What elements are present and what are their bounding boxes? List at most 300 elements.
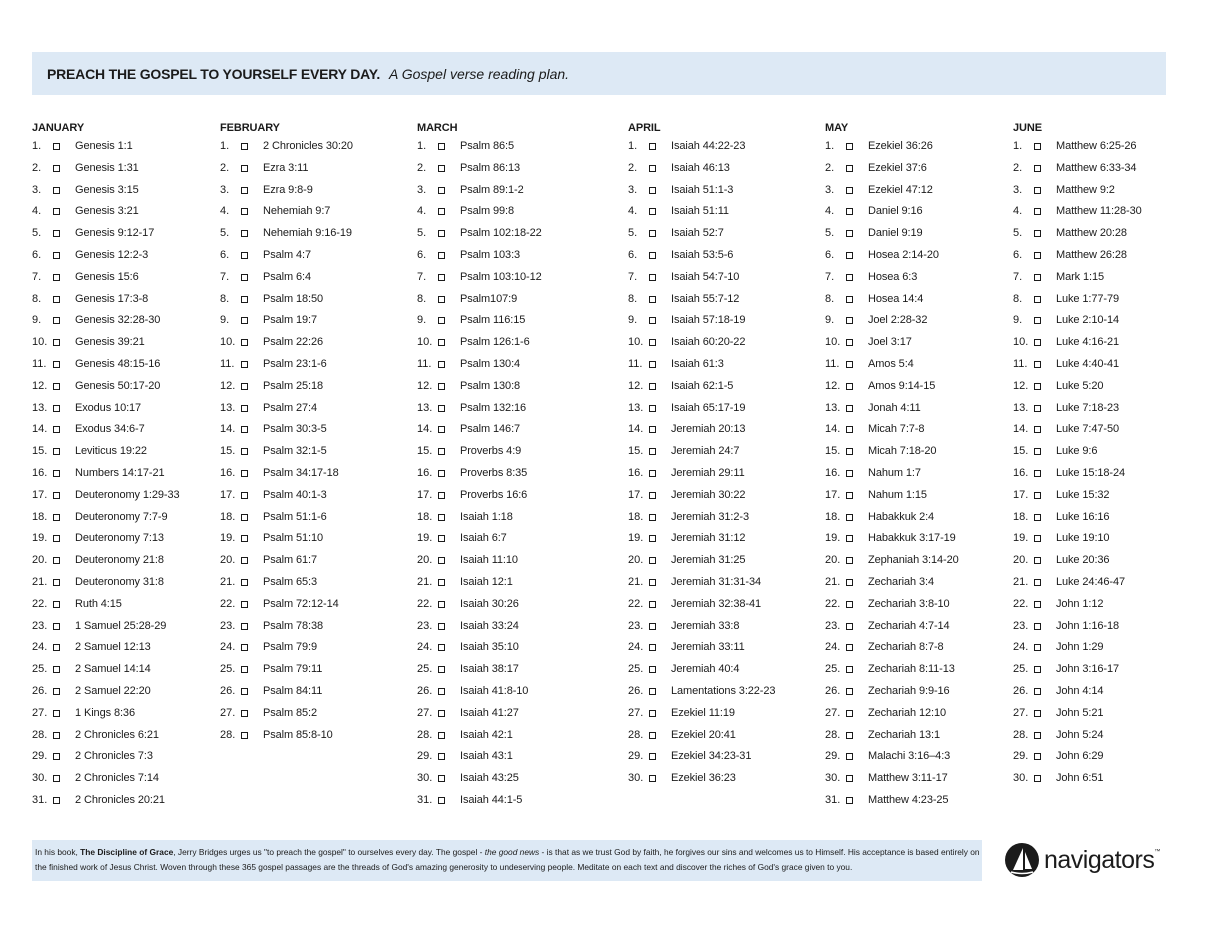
day-number: 24. xyxy=(825,641,841,654)
checkbox[interactable] xyxy=(241,274,248,281)
day-number: 22. xyxy=(417,597,433,610)
day-number: 26. xyxy=(628,684,644,697)
checkbox[interactable] xyxy=(649,579,656,586)
checkbox[interactable] xyxy=(846,426,853,433)
verse-reference: Luke 5:20 xyxy=(1056,379,1104,392)
checkbox[interactable] xyxy=(53,296,60,303)
checkbox[interactable] xyxy=(241,666,248,673)
verse-reference: Isaiah 38:17 xyxy=(460,663,519,676)
reading-entry xyxy=(825,441,937,463)
verse-reference: Psalm 65:3 xyxy=(263,575,318,588)
checkbox[interactable] xyxy=(53,601,60,608)
verse-reference: 2 Samuel 12:13 xyxy=(75,641,151,654)
day-number: 23. xyxy=(32,619,48,632)
verse-reference: Jeremiah 33:8 xyxy=(671,619,740,632)
verse-reference: Nehemiah 9:16-19 xyxy=(263,227,352,240)
day-number: 7. xyxy=(1013,270,1023,283)
checkbox[interactable] xyxy=(846,339,853,346)
checkbox[interactable] xyxy=(438,666,445,673)
checkbox[interactable] xyxy=(1034,405,1041,412)
checkbox[interactable] xyxy=(438,732,445,739)
checkbox[interactable] xyxy=(438,361,445,368)
verse-reference: Zechariah 3:8-10 xyxy=(868,597,950,610)
checkbox[interactable] xyxy=(438,317,445,324)
checkbox[interactable] xyxy=(1034,165,1041,172)
day-number: 14. xyxy=(220,423,236,436)
reading-entry xyxy=(1013,637,1104,659)
checkbox[interactable] xyxy=(649,492,656,499)
checkbox[interactable] xyxy=(649,252,656,259)
checkbox[interactable] xyxy=(649,557,656,564)
reading-entry xyxy=(220,201,331,223)
reading-entry xyxy=(825,332,912,354)
reading-entry xyxy=(417,768,519,790)
checkbox[interactable] xyxy=(438,797,445,804)
checkbox[interactable] xyxy=(649,426,656,433)
day-number: 30. xyxy=(1013,772,1029,785)
day-number: 5. xyxy=(825,227,835,240)
day-number: 20. xyxy=(825,554,841,567)
checkbox[interactable] xyxy=(438,252,445,259)
reading-entry xyxy=(1013,310,1120,332)
verse-reference: Luke 20:36 xyxy=(1056,554,1110,567)
checkbox[interactable] xyxy=(846,383,853,390)
checkbox[interactable] xyxy=(438,579,445,586)
checkbox[interactable] xyxy=(1034,252,1041,259)
checkbox[interactable] xyxy=(241,601,248,608)
checkbox[interactable] xyxy=(53,426,60,433)
checkbox[interactable] xyxy=(241,383,248,390)
reading-entry xyxy=(417,267,542,289)
day-number: 9. xyxy=(628,314,638,327)
verse-reference: Isaiah 57:18-19 xyxy=(671,314,746,327)
checkbox[interactable] xyxy=(53,470,60,477)
checkbox[interactable] xyxy=(438,143,445,150)
checkbox[interactable] xyxy=(649,296,656,303)
checkbox[interactable] xyxy=(438,644,445,651)
checkbox[interactable] xyxy=(241,470,248,477)
checkbox[interactable] xyxy=(53,666,60,673)
checkbox[interactable] xyxy=(846,557,853,564)
checkbox[interactable] xyxy=(846,165,853,172)
checkbox[interactable] xyxy=(649,361,656,368)
checkbox[interactable] xyxy=(53,405,60,412)
verse-reference: Matthew 9:2 xyxy=(1056,183,1115,196)
checkbox[interactable] xyxy=(53,448,60,455)
checkbox[interactable] xyxy=(241,514,248,521)
verse-reference: Numbers 14:17-21 xyxy=(75,466,165,479)
reading-entry xyxy=(32,768,159,790)
day-number: 29. xyxy=(825,750,841,763)
checkbox[interactable] xyxy=(649,230,656,237)
checkbox[interactable] xyxy=(649,644,656,651)
checkbox[interactable] xyxy=(438,688,445,695)
checkbox[interactable] xyxy=(846,143,853,150)
checkbox[interactable] xyxy=(1034,448,1041,455)
checkbox[interactable] xyxy=(438,514,445,521)
checkbox[interactable] xyxy=(846,623,853,630)
checkbox[interactable] xyxy=(53,208,60,215)
reading-entry xyxy=(1013,485,1110,507)
checkbox[interactable] xyxy=(53,361,60,368)
verse-reference: Isaiah 1:18 xyxy=(460,510,513,523)
checkbox[interactable] xyxy=(649,623,656,630)
checkbox[interactable] xyxy=(53,688,60,695)
day-number: 23. xyxy=(417,619,433,632)
checkbox[interactable] xyxy=(1034,143,1041,150)
day-number: 21. xyxy=(825,575,841,588)
checkbox[interactable] xyxy=(241,143,248,150)
day-number: 2. xyxy=(628,161,638,174)
checkbox[interactable] xyxy=(53,535,60,542)
reading-entry xyxy=(1013,616,1120,638)
checkbox[interactable] xyxy=(649,775,656,782)
reading-entry xyxy=(417,310,526,332)
reading-entry xyxy=(417,594,519,616)
verse-reference: Proverbs 4:9 xyxy=(460,445,522,458)
checkbox[interactable] xyxy=(846,230,853,237)
checkbox[interactable] xyxy=(438,601,445,608)
checkbox[interactable] xyxy=(1034,514,1041,521)
checkbox[interactable] xyxy=(1034,339,1041,346)
verse-reference: Psalm 126:1-6 xyxy=(460,336,530,349)
verse-reference: Psalm 130:8 xyxy=(460,379,521,392)
checkbox[interactable] xyxy=(1034,775,1041,782)
checkbox[interactable] xyxy=(846,710,853,717)
checkbox[interactable] xyxy=(438,208,445,215)
checkbox[interactable] xyxy=(438,710,445,717)
reading-entry xyxy=(1013,201,1142,223)
reading-entry xyxy=(32,354,161,376)
verse-reference: Micah 7:7-8 xyxy=(868,423,925,436)
day-number: 9. xyxy=(825,314,835,327)
day-number: 4. xyxy=(628,205,638,218)
checkbox[interactable] xyxy=(241,579,248,586)
reading-entry xyxy=(32,267,139,289)
checkbox[interactable] xyxy=(438,274,445,281)
reading-entry xyxy=(628,746,752,768)
footer-book-title: The Discipline of Grace xyxy=(80,847,174,857)
day-number: 5. xyxy=(32,227,42,240)
checkbox[interactable] xyxy=(1034,535,1041,542)
checkbox[interactable] xyxy=(241,623,248,630)
reading-entry xyxy=(1013,158,1137,180)
verse-reference: Matthew 11:28-30 xyxy=(1056,205,1142,218)
footer-text-1: In his book, xyxy=(35,847,81,857)
checkbox[interactable] xyxy=(53,317,60,324)
reading-entry xyxy=(1013,746,1104,768)
day-number: 27. xyxy=(825,706,841,719)
checkbox[interactable] xyxy=(846,470,853,477)
month-column-june xyxy=(1013,120,1142,790)
checkbox[interactable] xyxy=(846,448,853,455)
checkbox[interactable] xyxy=(1034,317,1041,324)
reading-entry xyxy=(220,223,352,245)
checkbox[interactable] xyxy=(649,208,656,215)
checkbox[interactable] xyxy=(649,710,656,717)
checkbox[interactable] xyxy=(1034,361,1041,368)
checkbox[interactable] xyxy=(846,666,853,673)
checkbox[interactable] xyxy=(241,208,248,215)
checkbox[interactable] xyxy=(241,165,248,172)
checkbox[interactable] xyxy=(53,710,60,717)
checkbox[interactable] xyxy=(846,797,853,804)
checkbox[interactable] xyxy=(1034,688,1041,695)
checkbox[interactable] xyxy=(438,383,445,390)
checkbox[interactable] xyxy=(846,579,853,586)
checkbox[interactable] xyxy=(649,601,656,608)
verse-reference: Ezekiel 20:41 xyxy=(671,728,736,741)
checkbox[interactable] xyxy=(241,339,248,346)
checkbox[interactable] xyxy=(1034,492,1041,499)
reading-entry xyxy=(220,507,327,529)
checkbox[interactable] xyxy=(1034,426,1041,433)
checkbox[interactable] xyxy=(438,405,445,412)
checkbox[interactable] xyxy=(846,317,853,324)
checkbox[interactable] xyxy=(241,230,248,237)
checkbox[interactable] xyxy=(438,165,445,172)
verse-reference: John 5:24 xyxy=(1056,728,1104,741)
checkbox[interactable] xyxy=(649,753,656,760)
verse-reference: John 1:29 xyxy=(1056,641,1104,654)
day-number: 27. xyxy=(1013,706,1029,719)
checkbox[interactable] xyxy=(53,274,60,281)
checkbox[interactable] xyxy=(846,187,853,194)
checkbox[interactable] xyxy=(438,230,445,237)
verse-reference: Joel 3:17 xyxy=(868,336,912,349)
checkbox[interactable] xyxy=(438,426,445,433)
checkbox[interactable] xyxy=(438,557,445,564)
month-heading: MAY xyxy=(825,122,849,134)
checkbox[interactable] xyxy=(846,775,853,782)
checkbox[interactable] xyxy=(241,296,248,303)
verse-reference: Jeremiah 32:38-41 xyxy=(671,597,762,610)
verse-reference: Isaiah 44:1-5 xyxy=(460,793,523,806)
checkbox[interactable] xyxy=(1034,187,1041,194)
reading-entry xyxy=(1013,419,1120,441)
checkbox[interactable] xyxy=(1034,601,1041,608)
reading-entry xyxy=(628,550,746,572)
month-column-january xyxy=(32,120,180,812)
checkbox[interactable] xyxy=(846,514,853,521)
checkbox[interactable] xyxy=(241,644,248,651)
day-number: 7. xyxy=(825,270,835,283)
checkbox[interactable] xyxy=(649,448,656,455)
checkbox[interactable] xyxy=(53,775,60,782)
verse-reference: Isaiah 30:26 xyxy=(460,597,519,610)
checkbox[interactable] xyxy=(53,230,60,237)
checkbox[interactable] xyxy=(649,317,656,324)
checkbox[interactable] xyxy=(846,535,853,542)
checkbox[interactable] xyxy=(649,666,656,673)
checkbox[interactable] xyxy=(241,448,248,455)
checkbox[interactable] xyxy=(846,208,853,215)
checkbox[interactable] xyxy=(241,426,248,433)
day-number: 24. xyxy=(32,641,48,654)
checkbox[interactable] xyxy=(1034,557,1041,564)
checkbox[interactable] xyxy=(241,535,248,542)
checkbox[interactable] xyxy=(1034,470,1041,477)
verse-reference: Isaiah 33:24 xyxy=(460,619,519,632)
checkbox[interactable] xyxy=(846,601,853,608)
checkbox[interactable] xyxy=(53,797,60,804)
checkbox[interactable] xyxy=(1034,732,1041,739)
checkbox[interactable] xyxy=(649,187,656,194)
verse-reference: John 6:29 xyxy=(1056,750,1104,763)
checkbox[interactable] xyxy=(438,448,445,455)
checkbox[interactable] xyxy=(53,252,60,259)
verse-reference: Psalm 40:1-3 xyxy=(263,488,327,501)
day-number: 28. xyxy=(220,728,236,741)
day-number: 16. xyxy=(628,466,644,479)
checkbox[interactable] xyxy=(846,732,853,739)
verse-reference: Psalm 72:12-14 xyxy=(263,597,339,610)
checkbox[interactable] xyxy=(53,514,60,521)
checkbox[interactable] xyxy=(846,274,853,281)
checkbox[interactable] xyxy=(1034,623,1041,630)
day-number: 14. xyxy=(417,423,433,436)
checkbox[interactable] xyxy=(53,579,60,586)
day-number: 3. xyxy=(628,183,638,196)
checkbox[interactable] xyxy=(846,492,853,499)
reading-entry xyxy=(417,746,513,768)
reading-entry xyxy=(32,572,164,594)
checkbox[interactable] xyxy=(1034,753,1041,760)
checkbox[interactable] xyxy=(53,732,60,739)
checkbox[interactable] xyxy=(1034,710,1041,717)
checkbox[interactable] xyxy=(1034,208,1041,215)
reading-entry xyxy=(1013,768,1104,790)
checkbox[interactable] xyxy=(1034,644,1041,651)
verse-reference: Lamentations 3:22-23 xyxy=(671,684,776,697)
checkbox[interactable] xyxy=(649,470,656,477)
day-number: 28. xyxy=(628,728,644,741)
verse-reference: Isaiah 52:7 xyxy=(671,227,724,240)
page-subtitle: A Gospel verse reading plan. xyxy=(389,65,570,82)
reading-entry xyxy=(220,441,327,463)
checkbox[interactable] xyxy=(241,252,248,259)
reading-entry xyxy=(628,201,729,223)
checkbox[interactable] xyxy=(53,383,60,390)
verse-reference: Luke 9:6 xyxy=(1056,445,1098,458)
checkbox[interactable] xyxy=(241,732,248,739)
checkbox[interactable] xyxy=(846,405,853,412)
verse-reference: Deuteronomy 31:8 xyxy=(75,575,164,588)
checkbox[interactable] xyxy=(53,339,60,346)
day-number: 23. xyxy=(825,619,841,632)
verse-reference: Zechariah 9:9-16 xyxy=(868,684,950,697)
reading-entry xyxy=(220,136,353,158)
checkbox[interactable] xyxy=(241,557,248,564)
checkbox[interactable] xyxy=(241,187,248,194)
checkbox[interactable] xyxy=(649,143,656,150)
day-number: 3. xyxy=(32,183,42,196)
checkbox[interactable] xyxy=(438,535,445,542)
checkbox[interactable] xyxy=(1034,579,1041,586)
verse-reference: Psalm 85:8-10 xyxy=(263,728,333,741)
checkbox[interactable] xyxy=(1034,383,1041,390)
verse-reference: Genesis 17:3-8 xyxy=(75,292,149,305)
reading-entry xyxy=(825,245,939,267)
checkbox[interactable] xyxy=(241,710,248,717)
checkbox[interactable] xyxy=(241,361,248,368)
checkbox[interactable] xyxy=(649,383,656,390)
checkbox[interactable] xyxy=(1034,274,1041,281)
checkbox[interactable] xyxy=(846,688,853,695)
checkbox[interactable] xyxy=(438,187,445,194)
day-number: 19. xyxy=(628,532,644,545)
checkbox[interactable] xyxy=(438,623,445,630)
verse-reference: 2 Samuel 14:14 xyxy=(75,663,151,676)
checkbox[interactable] xyxy=(649,688,656,695)
checkbox[interactable] xyxy=(241,405,248,412)
reading-entry xyxy=(32,180,139,202)
reading-entry xyxy=(628,289,740,311)
day-number: 9. xyxy=(220,314,230,327)
checkbox[interactable] xyxy=(53,557,60,564)
checkbox[interactable] xyxy=(241,317,248,324)
checkbox[interactable] xyxy=(53,644,60,651)
checkbox[interactable] xyxy=(649,274,656,281)
day-number: 1. xyxy=(825,140,835,152)
checkbox[interactable] xyxy=(846,361,853,368)
reading-entry xyxy=(825,637,944,659)
checkbox[interactable] xyxy=(846,252,853,259)
verse-reference: Proverbs 8:35 xyxy=(460,466,528,479)
checkbox[interactable] xyxy=(241,688,248,695)
reading-entry xyxy=(417,245,521,267)
verse-reference: Luke 1:77-79 xyxy=(1056,292,1120,305)
checkbox[interactable] xyxy=(1034,296,1041,303)
reading-entry xyxy=(1013,463,1126,485)
checkbox[interactable] xyxy=(438,775,445,782)
day-number: 12. xyxy=(220,379,236,392)
checkbox[interactable] xyxy=(53,492,60,499)
reading-entry xyxy=(1013,507,1110,529)
checkbox[interactable] xyxy=(846,296,853,303)
day-number: 22. xyxy=(220,597,236,610)
checkbox[interactable] xyxy=(53,143,60,150)
checkbox[interactable] xyxy=(438,470,445,477)
checkbox[interactable] xyxy=(53,165,60,172)
checkbox[interactable] xyxy=(438,339,445,346)
day-number: 4. xyxy=(32,205,42,218)
checkbox[interactable] xyxy=(649,514,656,521)
checkbox[interactable] xyxy=(53,187,60,194)
checkbox[interactable] xyxy=(438,492,445,499)
verse-reference: Isaiah 11:10 xyxy=(460,554,518,567)
checkbox[interactable] xyxy=(438,753,445,760)
day-number: 6. xyxy=(220,248,230,261)
checkbox[interactable] xyxy=(649,405,656,412)
day-number: 10. xyxy=(825,336,841,349)
checkbox[interactable] xyxy=(846,753,853,760)
checkbox[interactable] xyxy=(846,644,853,651)
checkbox[interactable] xyxy=(649,339,656,346)
checkbox[interactable] xyxy=(438,296,445,303)
checkbox[interactable] xyxy=(53,623,60,630)
checkbox[interactable] xyxy=(649,535,656,542)
checkbox[interactable] xyxy=(649,732,656,739)
checkbox[interactable] xyxy=(241,492,248,499)
day-number: 18. xyxy=(628,510,644,523)
checkbox[interactable] xyxy=(1034,230,1041,237)
day-number: 13. xyxy=(1013,401,1029,414)
checkbox[interactable] xyxy=(53,753,60,760)
checkbox[interactable] xyxy=(1034,666,1041,673)
day-number: 20. xyxy=(628,554,644,567)
checkbox[interactable] xyxy=(649,165,656,172)
